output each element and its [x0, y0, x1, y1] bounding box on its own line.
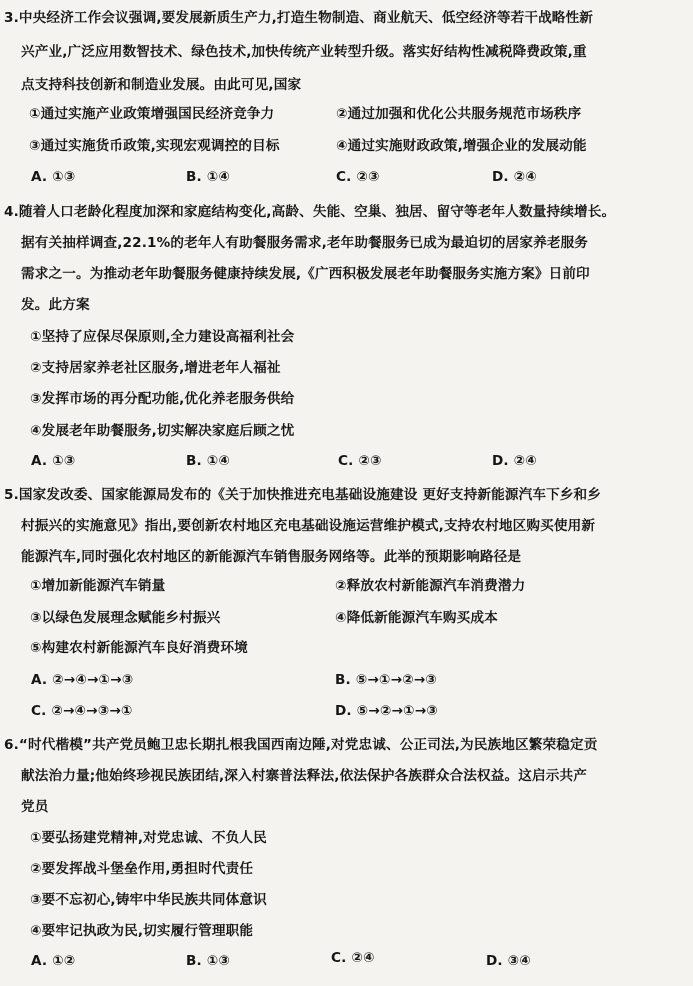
question-5-item-4: ④降低新能源汽车购买成本: [335, 610, 498, 626]
question-6-stem-line-1: 6.“时代楷模”共产党员鲍卫忠长期扎根我国西南边陲,对党忠诚、公正司法,为民族地区繁荣稳定贡: [4, 737, 598, 753]
question-6-item-4: ④要牢记执政为民,切实履行管理职能: [30, 923, 254, 939]
question-5-item-2: ②释放农村新能源汽车消费潜力: [335, 578, 526, 594]
question-5-item-3: ③以绿色发展理念赋能乡村振兴: [30, 610, 221, 626]
question-5-choice-d: D. ⑤→②→①→③: [335, 703, 438, 719]
question-3-item-3: ③通过实施货币政策,实现宏观调控的目标: [29, 138, 280, 154]
question-6-choice-c: C. ②④: [331, 950, 375, 966]
question-4-stem-line-2: 据有关抽样调查,22.1%的老年人有助餐服务需求,老年助餐服务已成为最迫切的居家养老服务: [21, 235, 589, 251]
question-3-choice-a: A. ①③: [31, 169, 76, 185]
question-6-item-3: ③要不忘初心,铸牢中华民族共同体意识: [30, 892, 267, 908]
question-5-choice-b: B. ⑤→①→②→③: [335, 672, 437, 688]
question-3-choice-d: D. ②④: [492, 169, 537, 185]
question-4-choice-c: C. ②③: [338, 453, 382, 469]
question-4-item-2: ②支持居家养老社区服务,增进老年人福祉: [30, 360, 281, 376]
question-4-item-1: ①坚持了应保尽保原则,全力建设高福利社会: [30, 329, 295, 345]
question-6-stem-line-2: 献法治力量;他始终珍视民族团结,深入村寨普法释法,依法保护各族群众合法权益。这启示共产: [21, 768, 587, 784]
question-5-stem-line-1: 5.国家发改委、国家能源局发布的《关于加快推进充电基础设施建设 更好支持新能源汽车下乡和乡: [4, 487, 602, 503]
question-4-stem-line-4: 发。此方案: [21, 297, 90, 313]
question-3-stem-line-2: 兴产业,广泛应用数智技术、绿色技术,加快传统产业转型升级。落实好结构性减税降费政策,重: [21, 44, 587, 60]
question-3-stem-line-1: 3.中央经济工作会议强调,要发展新质生产力,打造生物制造、商业航天、低空经济等若干战略性新: [4, 10, 594, 26]
question-4-item-3: ③发挥市场的再分配功能,优化养老服务供给: [30, 391, 295, 407]
question-6-choice-a: A. ①②: [31, 953, 76, 969]
question-4-choice-b: B. ①④: [186, 453, 231, 469]
question-6-stem-line-3: 党员: [21, 799, 49, 815]
question-5-choice-a: A. ②→④→①→③: [31, 672, 134, 688]
question-4-stem-line-1: 4.随着人口老龄化程度加深和家庭结构变化,高龄、失能、空巢、独居、留守等老年人数量持续增长。: [4, 204, 616, 220]
question-6-item-2: ②要发挥战斗堡垒作用,勇担时代责任: [30, 861, 254, 877]
question-6-choice-b: B. ①③: [186, 953, 231, 969]
question-3-item-1: ①通过实施产业政策增强国民经济竞争力: [29, 106, 275, 122]
question-3-item-4: ④通过实施财政政策,增强企业的发展动能: [336, 138, 587, 154]
question-5-item-1: ①增加新能源汽车销量: [30, 578, 166, 594]
question-5-item-5: ⑤构建农村新能源汽车良好消费环境: [30, 640, 248, 656]
question-3-stem-line-3: 点支持科技创新和制造业发展。由此可见,国家: [21, 77, 302, 93]
question-4-stem-line-3: 需求之一。为推动老年助餐服务健康持续发展,《广西积极发展老年助餐服务实施方案》日前印: [21, 266, 590, 282]
question-5-stem-line-3: 能源汽车,同时强化农村地区的新能源汽车销售服务网络等。此举的预期影响路径是: [21, 549, 522, 565]
question-5-stem-line-2: 村振兴的实施意见》指出,要创新农村地区充电基础设施运营维护模式,支持农村地区购买使用新: [21, 518, 596, 534]
question-3-choice-c: C. ②③: [336, 169, 380, 185]
question-6-item-1: ①要弘扬建党精神,对党忠诚、不负人民: [30, 830, 267, 846]
question-3-choice-b: B. ①④: [186, 169, 231, 185]
question-3-item-2: ②通过加强和优化公共服务规范市场秩序: [336, 106, 582, 122]
question-4-choice-a: A. ①③: [31, 453, 76, 469]
question-6-choice-d: D. ③④: [486, 953, 531, 969]
question-5-choice-c: C. ②→④→③→①: [31, 703, 133, 719]
question-4-item-4: ④发展老年助餐服务,切实解决家庭后顾之忧: [30, 423, 295, 439]
question-4-choice-d: D. ②④: [492, 453, 537, 469]
